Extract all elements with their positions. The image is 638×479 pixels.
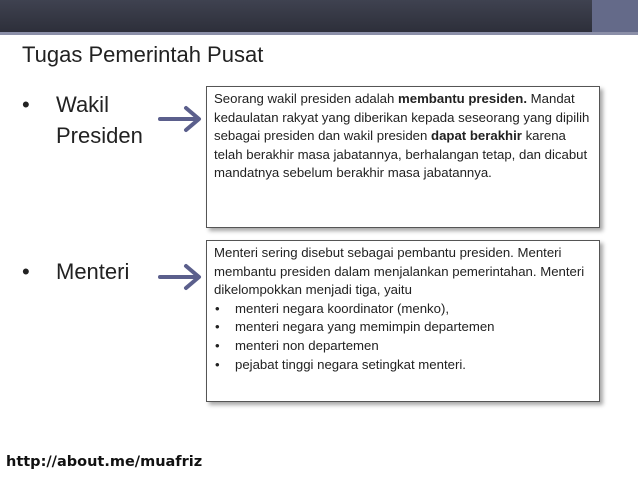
bullet-dot: • [22,259,30,284]
bullet-dot: • [22,92,30,117]
list-item-text: menteri negara yang memimpin departemen [235,319,495,335]
right-arrow-icon [158,263,204,291]
text-segment: Mandat kedaulatan rakyat yang diberikan kepada seseorang yang dipilih sebagai presiden dan wakil presiden [214,91,590,144]
list-item-text: pejabat tinggi negara setingkat menteri. [235,356,466,372]
top-divider [0,32,638,35]
list-item [214,318,593,337]
text-segment: Seorang wakil presiden adalah [214,91,399,106]
list-item-text: menteri non departemen [235,337,379,353]
bullet-label [56,89,143,151]
right-arrow-icon [158,105,204,133]
bullet-label-line2: Presiden [56,123,143,148]
top-bar [0,0,638,32]
bold-text-segment: membantu presiden. [398,91,527,106]
list-item-text: menteri negara koordinator (menko), [235,300,450,316]
list-bullet: • [215,337,220,353]
list-bullet: • [215,300,220,316]
menteri-intro-text: Menteri sering disebut sebagai pembantu presiden. Menteri membantu presiden dalam menjalankan pemerintahan. Menteri dikelompokkan menjadi tiga, yaitu [214,245,585,298]
slide-title: Tugas Pemerintah Pusat [22,42,264,67]
top-bar-accent [592,0,638,32]
wakil-presiden-description-box [206,86,600,228]
text-segment: karena telah berakhir masa jabatannya, berhalangan tetap, dan dicabut mandatnya sebelum berakhir masa jabatannya. [214,128,588,181]
menteri-description-box [206,240,600,402]
bullet-label-line1: Wakil [56,92,109,117]
list-bullet: • [215,356,220,372]
bullet-label: Menteri [56,259,130,284]
list-bullet: • [215,319,220,335]
list-item [214,300,593,319]
menteri-list [214,300,593,374]
bold-text-segment: dapat berakhir [431,128,522,144]
list-item [214,356,593,375]
wakil-presiden-text [214,90,593,183]
footer-link[interactable]: http://about.me/muafriz [6,454,203,470]
list-item [214,337,593,356]
